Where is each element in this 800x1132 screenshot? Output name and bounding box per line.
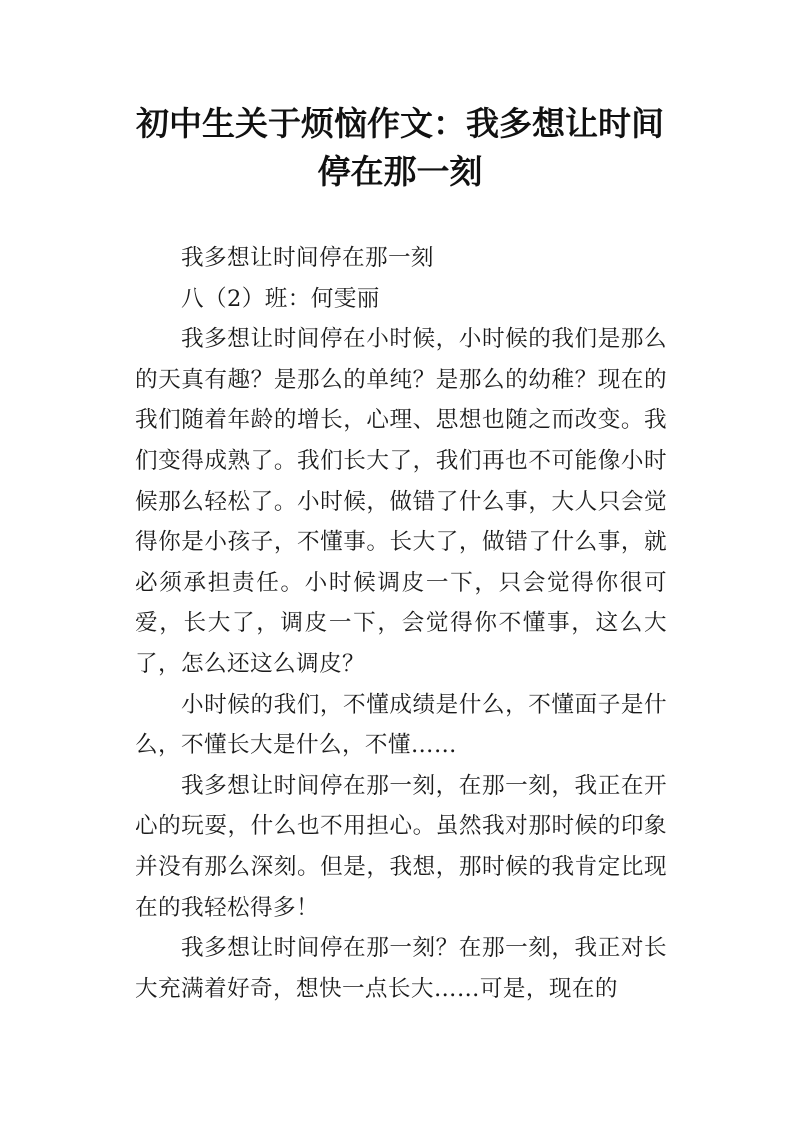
title-line-2: 停在那一刻	[317, 152, 483, 191]
paragraph: 我多想让时间停在小时候，小时候的我们是那么的天真有趣？是那么的单纯？是那么的幼稚？现在的我们随着年龄的增长，心理、思想也随之而改变。我们变得成熟了。我们长大了，我们再也不可能像小时候那么轻松了。小时候，做错了什么事，大人只会觉得你是小孩子，不懂事。长大了，做错了什么事，就必须承担责任。小时候调皮一下，只会觉得你很可爱，长大了，调皮一下，会觉得你不懂事，这么大了，怎么还这么调皮？	[135, 326, 667, 677]
document-body	[135, 238, 667, 1009]
title-line-1: 初中生关于烦恼作文：我多想让时间	[136, 104, 664, 143]
paragraph: 我多想让时间停在那一刻？在那一刻，我正对长大充满着好奇，想快一点长大……可是，现在的	[135, 935, 667, 1002]
paragraph: 小时候的我们，不懂成绩是什么，不懂面子是什么，不懂长大是什么，不懂……	[135, 691, 667, 759]
essay-subtitle: 我多想让时间停在那一刻	[181, 245, 434, 271]
paragraph: 我多想让时间停在那一刻，在那一刻，我正在开心的玩耍，什么也不用担心。虽然我对那时候的印象并没有那么深刻。但是，我想，那时候的我肯定比现在的我轻松得多！	[135, 772, 667, 921]
document-title	[100, 100, 700, 196]
author-line: 八（2）班：何雯丽	[181, 285, 380, 312]
